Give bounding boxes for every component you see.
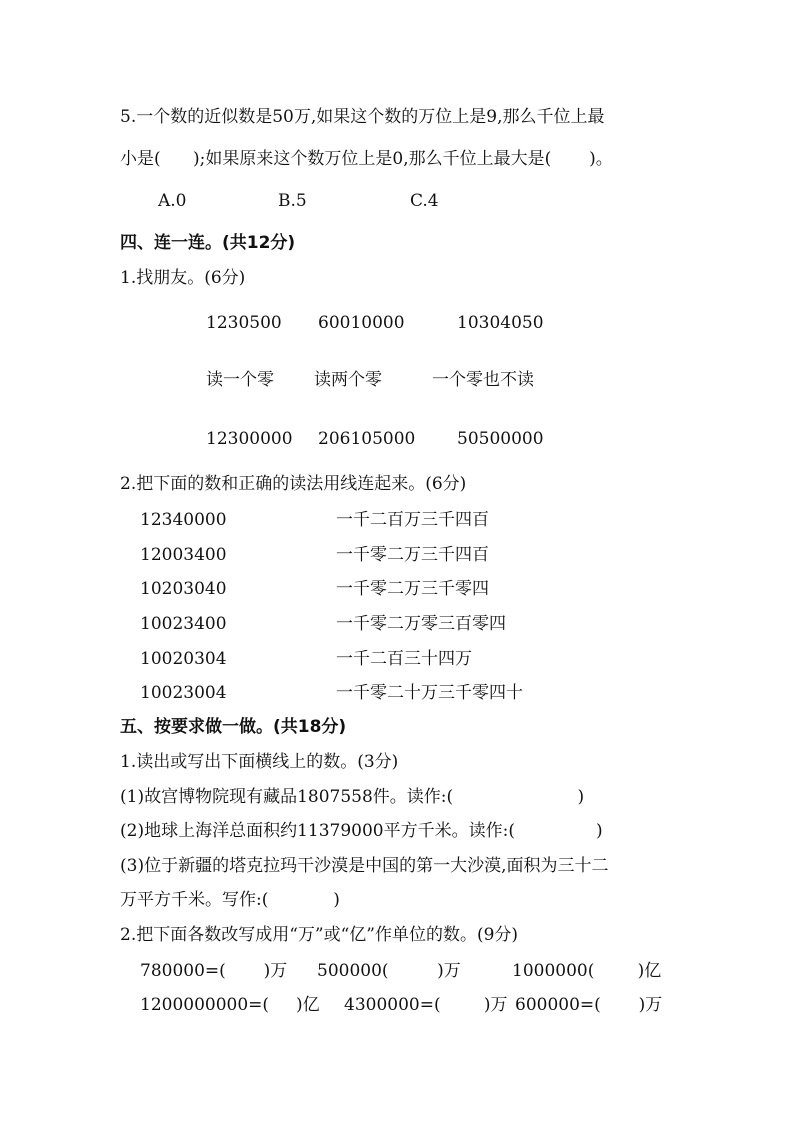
reading-label: 读一个零: [206, 370, 274, 390]
match-reading: 一千二百三十四万: [336, 649, 472, 669]
top-number: 10304050: [457, 313, 544, 333]
section5-q1-item1: (1)故宫博物院现有藏品1807558件。读作:( ): [120, 787, 585, 807]
conversion-item: 4300000=( )万: [344, 995, 508, 1015]
section5-q1-title: 1.读出或写出下面横线上的数。(3分): [120, 752, 399, 772]
section5-q1-item2: (2)地球上海洋总面积约11379000平方千米。读作:( ): [120, 821, 603, 841]
reading-label: 读两个零: [314, 370, 382, 390]
match-number: 10203040: [140, 579, 227, 599]
q5-line1: 5.一个数的近似数是50万,如果这个数的万位上是9,那么千位上最: [120, 107, 605, 127]
conversion-item: 1000000( )亿: [512, 961, 662, 981]
bottom-number: 12300000: [206, 429, 293, 449]
match-reading: 一千零二万三千四百: [336, 545, 489, 565]
match-number: 12003400: [140, 545, 227, 565]
match-number: 12340000: [140, 510, 227, 530]
q5-option-a: A.0: [158, 191, 187, 211]
match-number: 10023004: [140, 683, 227, 703]
section5-q2-title: 2.把下面各数改写成用“万”或“亿”作单位的数。(9分): [120, 925, 519, 945]
bottom-number: 50500000: [457, 429, 544, 449]
bottom-number: 206105000: [318, 429, 416, 449]
match-reading: 一千零二万零三百零四: [336, 614, 506, 634]
section4-q2-title: 2.把下面的数和正确的读法用线连起来。(6分): [120, 474, 467, 494]
section4-title: 四、连一连。(共12分): [120, 233, 296, 253]
section4-q1-title: 1.找朋友。(6分): [120, 268, 246, 288]
match-reading: 一千二百万三千四百: [336, 510, 489, 530]
conversion-item: 1200000000=( )亿: [140, 995, 320, 1015]
q5-option-c: C.4: [410, 191, 439, 211]
q5-option-b: B.5: [278, 191, 307, 211]
match-number: 10023400: [140, 614, 227, 634]
conversion-item: 780000=( )万: [140, 961, 288, 981]
match-reading: 一千零二万三千零四: [336, 579, 489, 599]
top-number: 1230500: [206, 313, 282, 333]
section5-q1-item3-line2: 万平方千米。写作:( ): [120, 890, 340, 910]
section5-title: 五、按要求做一做。(共18分): [120, 717, 347, 737]
section5-q1-item3-line1: (3)位于新疆的塔克拉玛干沙漠是中国的第一大沙漠,面积为三十二: [120, 856, 609, 876]
match-reading: 一千零二十万三千零四十: [336, 683, 523, 703]
conversion-item: 600000=( )万: [515, 995, 663, 1015]
q5-line2: 小是( );如果原来这个数万位上是0,那么千位上最大是( )。: [120, 149, 613, 169]
conversion-item: 500000( )万: [317, 961, 461, 981]
match-number: 10020304: [140, 649, 227, 669]
reading-label: 一个零也不读: [432, 370, 534, 390]
top-number: 60010000: [318, 313, 405, 333]
